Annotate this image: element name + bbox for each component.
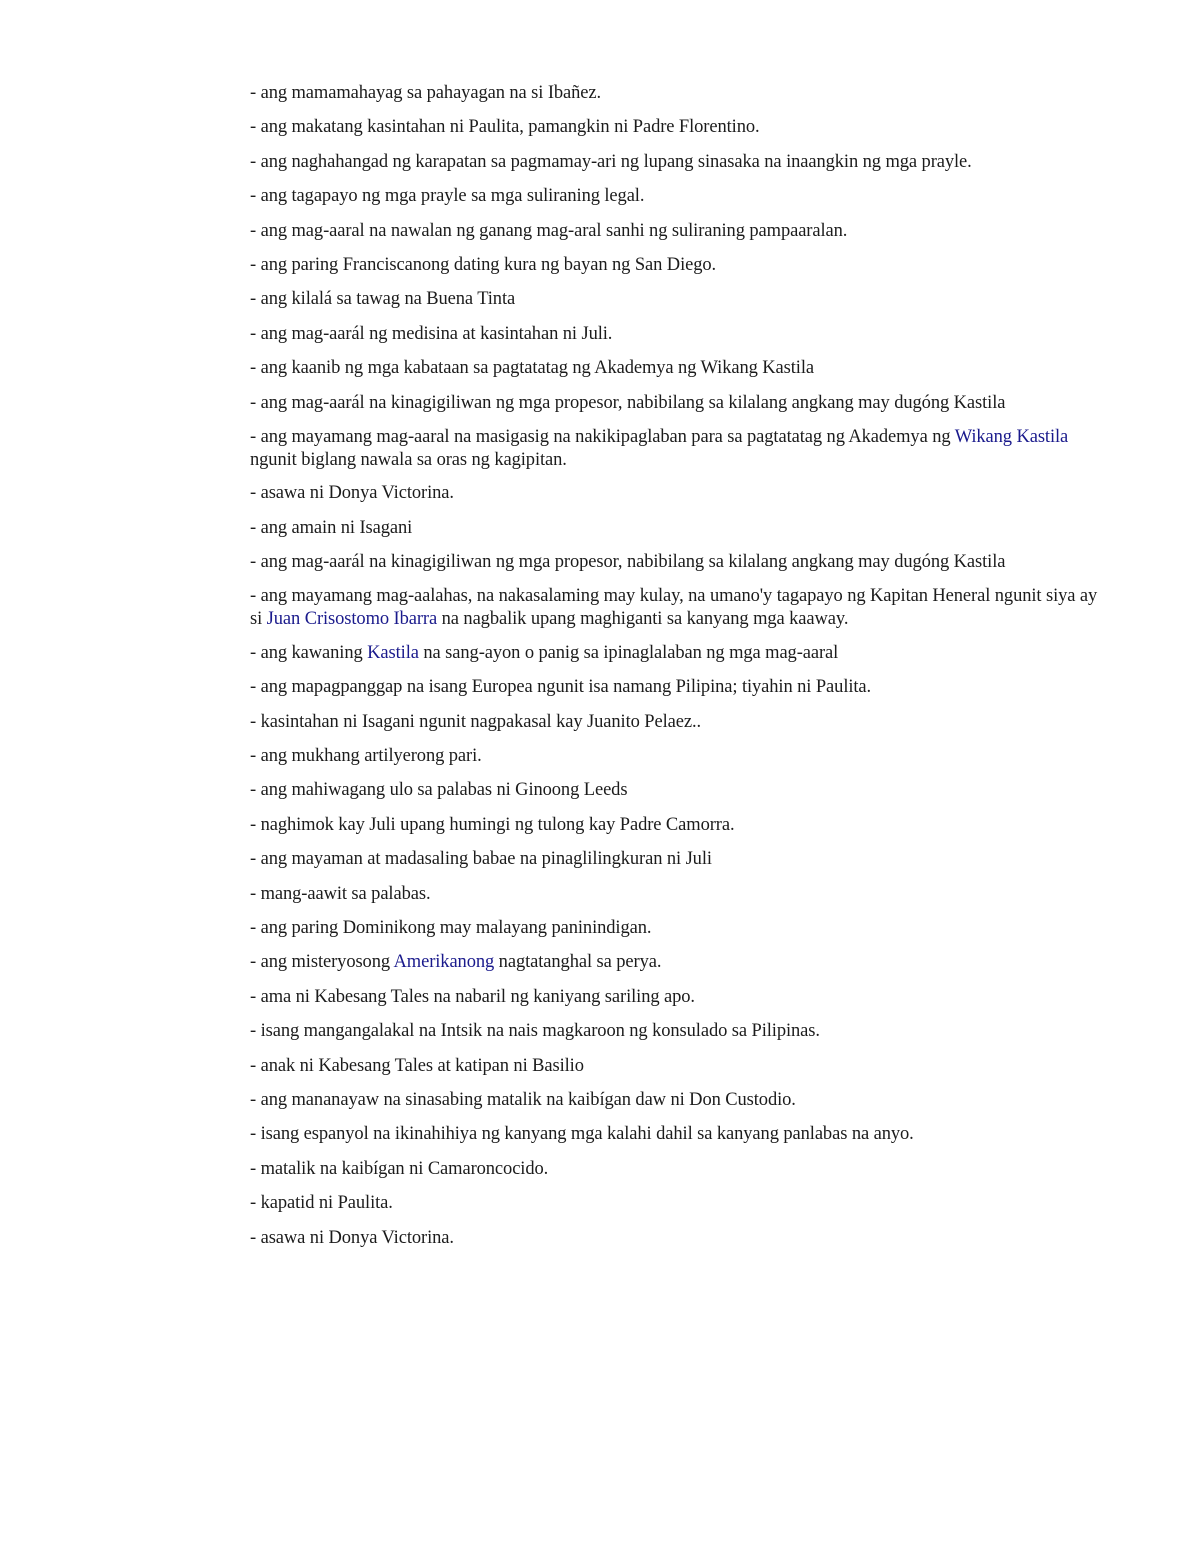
entry-text: - ang mag-aaral na nawalan ng ganang mag-aral sanhi ng suliraning pampaaralan. — [250, 220, 848, 241]
list-item — [250, 517, 1110, 540]
list-item — [250, 745, 1110, 768]
entry-text: - ang mananayaw na sinasabing matalik na kaibígan daw ni Don Custodio. — [250, 1089, 796, 1110]
document-page — [250, 82, 1110, 1261]
list-item — [250, 1055, 1110, 1078]
list-item — [250, 917, 1110, 940]
list-item — [250, 1158, 1110, 1181]
amerikanong-link[interactable]: Amerikanong — [393, 952, 495, 973]
entry-text: - asawa ni Donya Victorina. — [250, 1227, 454, 1248]
wikang-kastila-link[interactable]: Wikang Kastila — [954, 426, 1069, 447]
entry-text: - ang kilalá sa tawag na Buena Tinta — [250, 289, 516, 310]
list-item — [250, 951, 1110, 974]
list-item — [250, 323, 1110, 346]
list-item — [250, 551, 1110, 574]
list-item — [250, 288, 1110, 311]
list-item — [250, 814, 1110, 837]
list-item — [250, 1227, 1110, 1250]
entry-text: - ang paring Franciscanong dating kura ng bayan ng San Diego. — [250, 254, 717, 275]
entry-text: - ang mamamahayag sa pahayagan na si Ibañez. — [250, 83, 602, 103]
list-item — [250, 1192, 1110, 1215]
entry-text: - ama ni Kabesang Tales na nabaril ng kaniyang sariling apo. — [250, 986, 695, 1007]
entry-text: - ang paring Dominikong may malayang paninindigan. — [250, 917, 652, 938]
entry-text: na nagbalik upang maghiganti sa kanyang mga kaaway. — [437, 609, 849, 630]
entry-text: - ang mayamang mag-aaral na masigasig na nakikipaglaban para sa pagtatatag ng Akademya ng — [250, 426, 955, 447]
list-item — [250, 711, 1110, 734]
juan-crisostomo-ibarra-link[interactable]: Juan Crisostomo Ibarra — [266, 609, 438, 630]
list-item — [250, 254, 1110, 277]
list-item — [250, 585, 1110, 631]
entry-text: - ang mahiwagang ulo sa palabas ni Ginoong Leeds — [250, 780, 628, 801]
entry-text: na sang-ayon o panig sa ipinaglalaban ng mga mag-aaral — [418, 642, 839, 663]
entry-text: - ang mayamang mag-aalahas, na nakasalaming may kulay, na umano'y tagapayo ng Kapitan Heneral ngunit siya ay si — [250, 586, 1098, 630]
entry-text: - ang kaanib ng mga kabataan sa pagtatatag ng Akademya ng Wikang Kastila — [250, 358, 814, 379]
list-item — [250, 482, 1110, 505]
entry-text: - isang mangangalakal na Intsik na nais magkaroon ng konsulado sa Pilipinas. — [250, 1021, 820, 1042]
entry-text: - ang amain ni Isagani — [250, 517, 413, 538]
entry-text: - ang mag-aarál na kinagigiliwan ng mga propesor, nabibilang sa kilalang angkang may dugóng Kastila — [250, 552, 1006, 573]
entry-text: - asawa ni Donya Victorina. — [250, 483, 454, 504]
list-item — [250, 779, 1110, 802]
entry-text: ngunit biglang nawala sa oras ng kagipitan. — [250, 449, 567, 470]
entry-text: - naghimok kay Juli upang humingi ng tulong kay Padre Camorra. — [250, 814, 735, 835]
entry-text: - ang misteryosong — [250, 952, 394, 973]
list-item — [250, 392, 1110, 415]
list-item — [250, 426, 1110, 472]
list-item — [250, 676, 1110, 699]
kastila-link[interactable]: Kastila — [367, 642, 419, 663]
entry-text: - ang mapagpanggap na isang Europea ngunit isa namang Pilipina; tiyahin ni Paulita. — [250, 677, 872, 698]
list-item — [250, 220, 1110, 243]
entry-text: - ang makatang kasintahan ni Paulita, pamangkin ni Padre Florentino. — [250, 117, 760, 138]
list-item — [250, 116, 1110, 139]
entry-text: - kapatid ni Paulita. — [250, 1193, 393, 1214]
list-item — [250, 1020, 1110, 1043]
entry-text: nagtatanghal sa perya. — [494, 952, 662, 973]
entry-text: - matalik na kaibígan ni Camaroncocido. — [250, 1158, 549, 1179]
list-item — [250, 357, 1110, 380]
entry-text: - kasintahan ni Isagani ngunit nagpakasal kay Juanito Pelaez.. — [250, 711, 702, 732]
entry-text: - isang espanyol na ikinahihiya ng kanyang mga kalahi dahil sa kanyang panlabas na anyo. — [250, 1124, 914, 1145]
list-item — [250, 986, 1110, 1009]
entry-text: - mang-aawit sa palabas. — [250, 883, 431, 904]
entry-text: - ang kawaning — [250, 642, 368, 663]
entry-text: - anak ni Kabesang Tales at katipan ni Basilio — [250, 1055, 584, 1076]
entry-text: - ang mag-aarál ng medisina at kasintahan ni Juli. — [250, 323, 613, 344]
list-item — [250, 185, 1110, 208]
list-item — [250, 1123, 1110, 1146]
entry-text: - ang mag-aarál na kinagigiliwan ng mga propesor, nabibilang sa kilalang angkang may dugóng Kastila — [250, 392, 1006, 413]
list-item — [250, 642, 1110, 665]
list-item — [250, 1089, 1110, 1112]
entry-text: - ang mukhang artilyerong pari. — [250, 746, 482, 767]
list-item — [250, 883, 1110, 906]
entry-text: - ang tagapayo ng mga prayle sa mga suliraning legal. — [250, 186, 645, 207]
list-item — [250, 82, 1110, 105]
entry-text: - ang naghahangad ng karapatan sa pagmamay-ari ng lupang sinasaka na inaangkin ng mga prayle. — [250, 151, 972, 172]
list-item — [250, 848, 1110, 871]
list-item — [250, 151, 1110, 174]
entry-text: - ang mayaman at madasaling babae na pinaglilingkuran ni Juli — [250, 849, 712, 870]
